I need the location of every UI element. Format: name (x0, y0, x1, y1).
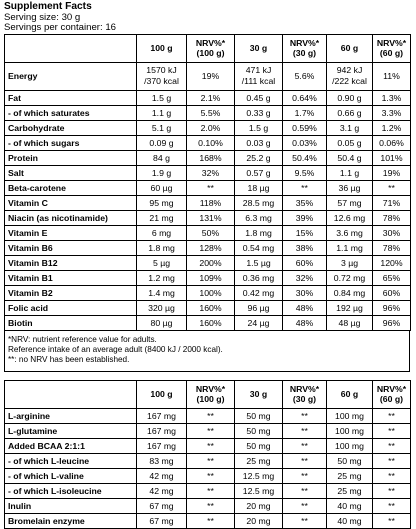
amino-cell: 100 mg (327, 423, 373, 438)
nutrition-cell: 3 µg (327, 255, 373, 270)
nutrition-column-header: NRV%* (30 g) (283, 34, 327, 62)
amino-row (5, 423, 411, 438)
nutrition-cell: 200% (187, 255, 235, 270)
nutrition-row-label: Salt (5, 165, 137, 180)
amino-header-row (5, 380, 411, 408)
nutrition-cell: 131% (187, 210, 235, 225)
footnote: Reference intake of an average adult (8400 kJ / 2000 kcal). (8, 344, 223, 354)
nutrition-cell: 24 µg (235, 315, 283, 330)
nutrition-column-header: 100 g (137, 34, 187, 62)
nutrition-cell: 0.05 g (327, 135, 373, 150)
amino-row-label: - of which L-valine (5, 468, 137, 483)
nutrition-row (5, 135, 411, 150)
nutrition-cell: 0.57 g (235, 165, 283, 180)
amino-cell: ** (283, 513, 327, 528)
nutrition-cell: 0.42 mg (235, 285, 283, 300)
nutrition-cell: 28.5 mg (235, 195, 283, 210)
serving-size: Serving size: 30 g (4, 11, 81, 23)
amino-cell: 42 mg (137, 468, 187, 483)
nutrition-cell: ** (187, 180, 235, 195)
amino-cell: ** (187, 468, 235, 483)
amino-cell: ** (283, 483, 327, 498)
nutrition-cell: 1.2 mg (137, 270, 187, 285)
amino-row-label: Inulin (5, 498, 137, 513)
amino-cell: 20 mg (235, 498, 283, 513)
nutrition-cell: 32% (283, 270, 327, 285)
nutrition-row-label: - of which saturates (5, 105, 137, 120)
nutrition-row (5, 165, 411, 180)
nutrition-cell: 57 mg (327, 195, 373, 210)
nutrition-cell: 71% (373, 195, 411, 210)
footnote: **: no NRV has been established. (8, 354, 130, 364)
nutrition-cell: 19% (373, 165, 411, 180)
amino-cell: ** (283, 498, 327, 513)
amino-cell: 67 mg (137, 498, 187, 513)
nutrition-column-header (5, 34, 137, 62)
amino-column-header: NRV%* (100 g) (187, 380, 235, 408)
nutrition-cell: 320 µg (137, 300, 187, 315)
nutrition-cell: 48% (283, 300, 327, 315)
amino-cell: ** (187, 408, 235, 423)
nutrition-cell: 15% (283, 225, 327, 240)
amino-cell: 40 mg (327, 498, 373, 513)
amino-cell: 100 mg (327, 408, 373, 423)
amino-cell: 20 mg (235, 513, 283, 528)
nutrition-cell: 118% (187, 195, 235, 210)
nutrition-row-label: Fat (5, 90, 137, 105)
nutrition-cell: 9.5% (283, 165, 327, 180)
amino-cell: ** (187, 513, 235, 528)
nutrition-cell: 5.5% (187, 105, 235, 120)
nutrition-cell: 128% (187, 240, 235, 255)
nutrition-cell: 21 mg (137, 210, 187, 225)
nutrition-row-label: Beta-carotene (5, 180, 137, 195)
nutrition-cell: 78% (373, 240, 411, 255)
nutrition-cell: 80 µg (137, 315, 187, 330)
amino-cell: ** (187, 423, 235, 438)
nutrition-cell: 5 µg (137, 255, 187, 270)
nutrition-cell: 0.90 g (327, 90, 373, 105)
amino-row-label: - of which L-isoleucine (5, 483, 137, 498)
label-header (4, 2, 410, 34)
amino-cell: 83 mg (137, 453, 187, 468)
nutrition-row (5, 90, 411, 105)
nutrition-cell: 109% (187, 270, 235, 285)
nutrition-row-label: Vitamin B12 (5, 255, 137, 270)
amino-cell: 167 mg (137, 438, 187, 453)
nutrition-row-label: Biotin (5, 315, 137, 330)
nutrition-cell: 1.5 µg (235, 255, 283, 270)
amino-acid-table (4, 380, 411, 529)
nutrition-row (5, 270, 411, 285)
nutrition-cell: 0.36 mg (235, 270, 283, 285)
amino-column-header: NRV%* (30 g) (283, 380, 327, 408)
amino-cell: ** (283, 438, 327, 453)
nutrition-cell: 60 µg (137, 180, 187, 195)
amino-cell: 42 mg (137, 483, 187, 498)
nutrition-cell: 2.1% (187, 90, 235, 105)
nutrition-cell: 6.3 mg (235, 210, 283, 225)
amino-cell: ** (187, 453, 235, 468)
nutrition-cell: 30% (373, 225, 411, 240)
amino-cell: 25 mg (235, 453, 283, 468)
amino-row (5, 468, 411, 483)
nutrition-table (4, 34, 411, 331)
nutrition-cell: 32% (187, 165, 235, 180)
nutrition-cell: 1.1 mg (327, 240, 373, 255)
nutrition-cell: 0.45 g (235, 90, 283, 105)
nutrition-cell: 0.03 g (235, 135, 283, 150)
nutrition-cell: 65% (373, 270, 411, 285)
nutrition-cell: 35% (283, 195, 327, 210)
nutrition-cell: 0.72 mg (327, 270, 373, 285)
nutrition-cell: ** (373, 180, 411, 195)
nutrition-cell: 0.59% (283, 120, 327, 135)
nutrition-cell: 0.33 g (235, 105, 283, 120)
nutrition-cell: 942 kJ /222 kcal (327, 62, 373, 90)
nutrition-row-label: Vitamin B1 (5, 270, 137, 285)
nutrition-cell: 5.6% (283, 62, 327, 90)
amino-cell: 67 mg (137, 513, 187, 528)
amino-cell: 25 mg (327, 468, 373, 483)
supplement-facts-label (4, 2, 410, 529)
nutrition-row (5, 62, 411, 90)
footnote: *NRV: nutrient reference value for adults. (8, 334, 157, 344)
amino-column-header: 100 g (137, 380, 187, 408)
nutrition-cell: 101% (373, 150, 411, 165)
amino-column-header: NRV%* (60 g) (373, 380, 411, 408)
nutrition-cell: 3.6 mg (327, 225, 373, 240)
amino-cell: ** (283, 423, 327, 438)
amino-cell: ** (373, 468, 411, 483)
nutrition-row (5, 180, 411, 195)
nutrition-cell: 1.8 mg (137, 240, 187, 255)
nutrition-row-label: Protein (5, 150, 137, 165)
amino-cell: 12.5 mg (235, 483, 283, 498)
amino-cell: 100 mg (327, 438, 373, 453)
nutrition-cell: 50% (187, 225, 235, 240)
nutrition-cell: 25.2 g (235, 150, 283, 165)
amino-row (5, 453, 411, 468)
nutrition-cell: 36 µg (327, 180, 373, 195)
nutrition-row-label: Niacin (as nicotinamide) (5, 210, 137, 225)
amino-row-label: L-arginine (5, 408, 137, 423)
amino-cell: ** (373, 408, 411, 423)
nutrition-cell: 96% (373, 300, 411, 315)
amino-cell: ** (187, 438, 235, 453)
nutrition-cell: 50.4% (283, 150, 327, 165)
amino-cell: ** (373, 483, 411, 498)
label-title: Supplement Facts (4, 1, 92, 12)
nutrition-cell: 1.8 mg (235, 225, 283, 240)
nutrition-cell: 6 mg (137, 225, 187, 240)
nutrition-row-label: Energy (5, 62, 137, 90)
amino-row-label: L-glutamine (5, 423, 137, 438)
amino-cell: ** (283, 468, 327, 483)
nutrition-row (5, 285, 411, 300)
nutrition-row-label: Carbohydrate (5, 120, 137, 135)
amino-cell: 50 mg (235, 408, 283, 423)
nutrition-cell: 1.1 g (137, 105, 187, 120)
nutrition-cell: 168% (187, 150, 235, 165)
nutrition-cell: 0.06% (373, 135, 411, 150)
amino-cell: 167 mg (137, 423, 187, 438)
nutrition-cell: 84 g (137, 150, 187, 165)
nutrition-cell: 100% (187, 285, 235, 300)
amino-cell: ** (373, 423, 411, 438)
nutrition-cell: 1.3% (373, 90, 411, 105)
nutrition-cell: 18 µg (235, 180, 283, 195)
amino-row (5, 498, 411, 513)
servings-per-container: Servings per container: 16 (4, 22, 116, 34)
nutrition-cell: 0.10% (187, 135, 235, 150)
amino-cell: 50 mg (235, 423, 283, 438)
amino-cell: ** (283, 408, 327, 423)
amino-row (5, 513, 411, 528)
nutrition-cell: 1.7% (283, 105, 327, 120)
nutrition-cell: 12.6 mg (327, 210, 373, 225)
amino-cell: 167 mg (137, 408, 187, 423)
amino-row-label: Added BCAA 2:1:1 (5, 438, 137, 453)
nutrition-column-header: 60 g (327, 34, 373, 62)
amino-column-header: 60 g (327, 380, 373, 408)
nutrition-cell: 120% (373, 255, 411, 270)
amino-column-header (5, 380, 137, 408)
nutrition-row-label: Vitamin B2 (5, 285, 137, 300)
nutrition-column-header: NRV%* (100 g) (187, 34, 235, 62)
nutrition-cell: 96% (373, 315, 411, 330)
nutrition-row (5, 105, 411, 120)
amino-cell: 40 mg (327, 513, 373, 528)
nutrition-cell: 3.3% (373, 105, 411, 120)
nutrition-cell: 471 kJ /111 kcal (235, 62, 283, 90)
nutrition-cell: ** (283, 180, 327, 195)
nutrition-row (5, 240, 411, 255)
nutrition-row (5, 225, 411, 240)
nutrition-cell: 0.66 g (327, 105, 373, 120)
amino-cell: 50 mg (235, 438, 283, 453)
nutrition-row (5, 210, 411, 225)
nutrition-cell: 3.1 g (327, 120, 373, 135)
nutrition-row (5, 150, 411, 165)
nutrition-cell: 39% (283, 210, 327, 225)
nutrition-cell: 0.03% (283, 135, 327, 150)
nutrition-row-label: Vitamin C (5, 195, 137, 210)
amino-row-label: - of which L-leucine (5, 453, 137, 468)
amino-cell: ** (373, 438, 411, 453)
nutrition-cell: 48% (283, 315, 327, 330)
nutrition-cell: 160% (187, 315, 235, 330)
footnotes (4, 331, 410, 372)
nutrition-row-label: Vitamin B6 (5, 240, 137, 255)
amino-cell: 50 mg (327, 453, 373, 468)
amino-row-label: Bromelain enzyme (5, 513, 137, 528)
nutrition-row-label: - of which sugars (5, 135, 137, 150)
amino-row (5, 483, 411, 498)
nutrition-cell: 2.0% (187, 120, 235, 135)
nutrition-cell: 60% (283, 255, 327, 270)
nutrition-cell: 60% (373, 285, 411, 300)
amino-cell: ** (187, 483, 235, 498)
amino-cell: ** (187, 498, 235, 513)
nutrition-column-header: NRV%* (60 g) (373, 34, 411, 62)
amino-cell: ** (373, 498, 411, 513)
nutrition-cell: 96 µg (235, 300, 283, 315)
nutrition-cell: 19% (187, 62, 235, 90)
nutrition-cell: 30% (283, 285, 327, 300)
nutrition-cell: 0.64% (283, 90, 327, 105)
nutrition-row (5, 315, 411, 330)
nutrition-cell: 95 mg (137, 195, 187, 210)
nutrition-cell: 0.84 mg (327, 285, 373, 300)
nutrition-row-label: Folic acid (5, 300, 137, 315)
nutrition-row (5, 300, 411, 315)
nutrition-cell: 0.54 mg (235, 240, 283, 255)
nutrition-cell: 5.1 g (137, 120, 187, 135)
nutrition-cell: 48 µg (327, 315, 373, 330)
nutrition-cell: 0.09 g (137, 135, 187, 150)
amino-cell: ** (283, 453, 327, 468)
nutrition-cell: 1.4 mg (137, 285, 187, 300)
amino-row (5, 438, 411, 453)
nutrition-cell: 50.4 g (327, 150, 373, 165)
nutrition-cell: 11% (373, 62, 411, 90)
nutrition-header-row (5, 34, 411, 62)
amino-cell: ** (373, 513, 411, 528)
nutrition-cell: 1.5 g (235, 120, 283, 135)
amino-cell: 25 mg (327, 483, 373, 498)
amino-cell: 12.5 mg (235, 468, 283, 483)
amino-column-header: 30 g (235, 380, 283, 408)
nutrition-cell: 78% (373, 210, 411, 225)
nutrition-cell: 1.5 g (137, 90, 187, 105)
nutrition-row (5, 120, 411, 135)
nutrition-cell: 1.2% (373, 120, 411, 135)
nutrition-cell: 1570 kJ /370 kcal (137, 62, 187, 90)
nutrition-row (5, 195, 411, 210)
nutrition-cell: 1.9 g (137, 165, 187, 180)
amino-cell: ** (373, 453, 411, 468)
nutrition-row-label: Vitamin E (5, 225, 137, 240)
nutrition-cell: 192 µg (327, 300, 373, 315)
nutrition-cell: 160% (187, 300, 235, 315)
nutrition-cell: 38% (283, 240, 327, 255)
nutrition-row (5, 255, 411, 270)
amino-row (5, 408, 411, 423)
nutrition-cell: 1.1 g (327, 165, 373, 180)
nutrition-column-header: 30 g (235, 34, 283, 62)
